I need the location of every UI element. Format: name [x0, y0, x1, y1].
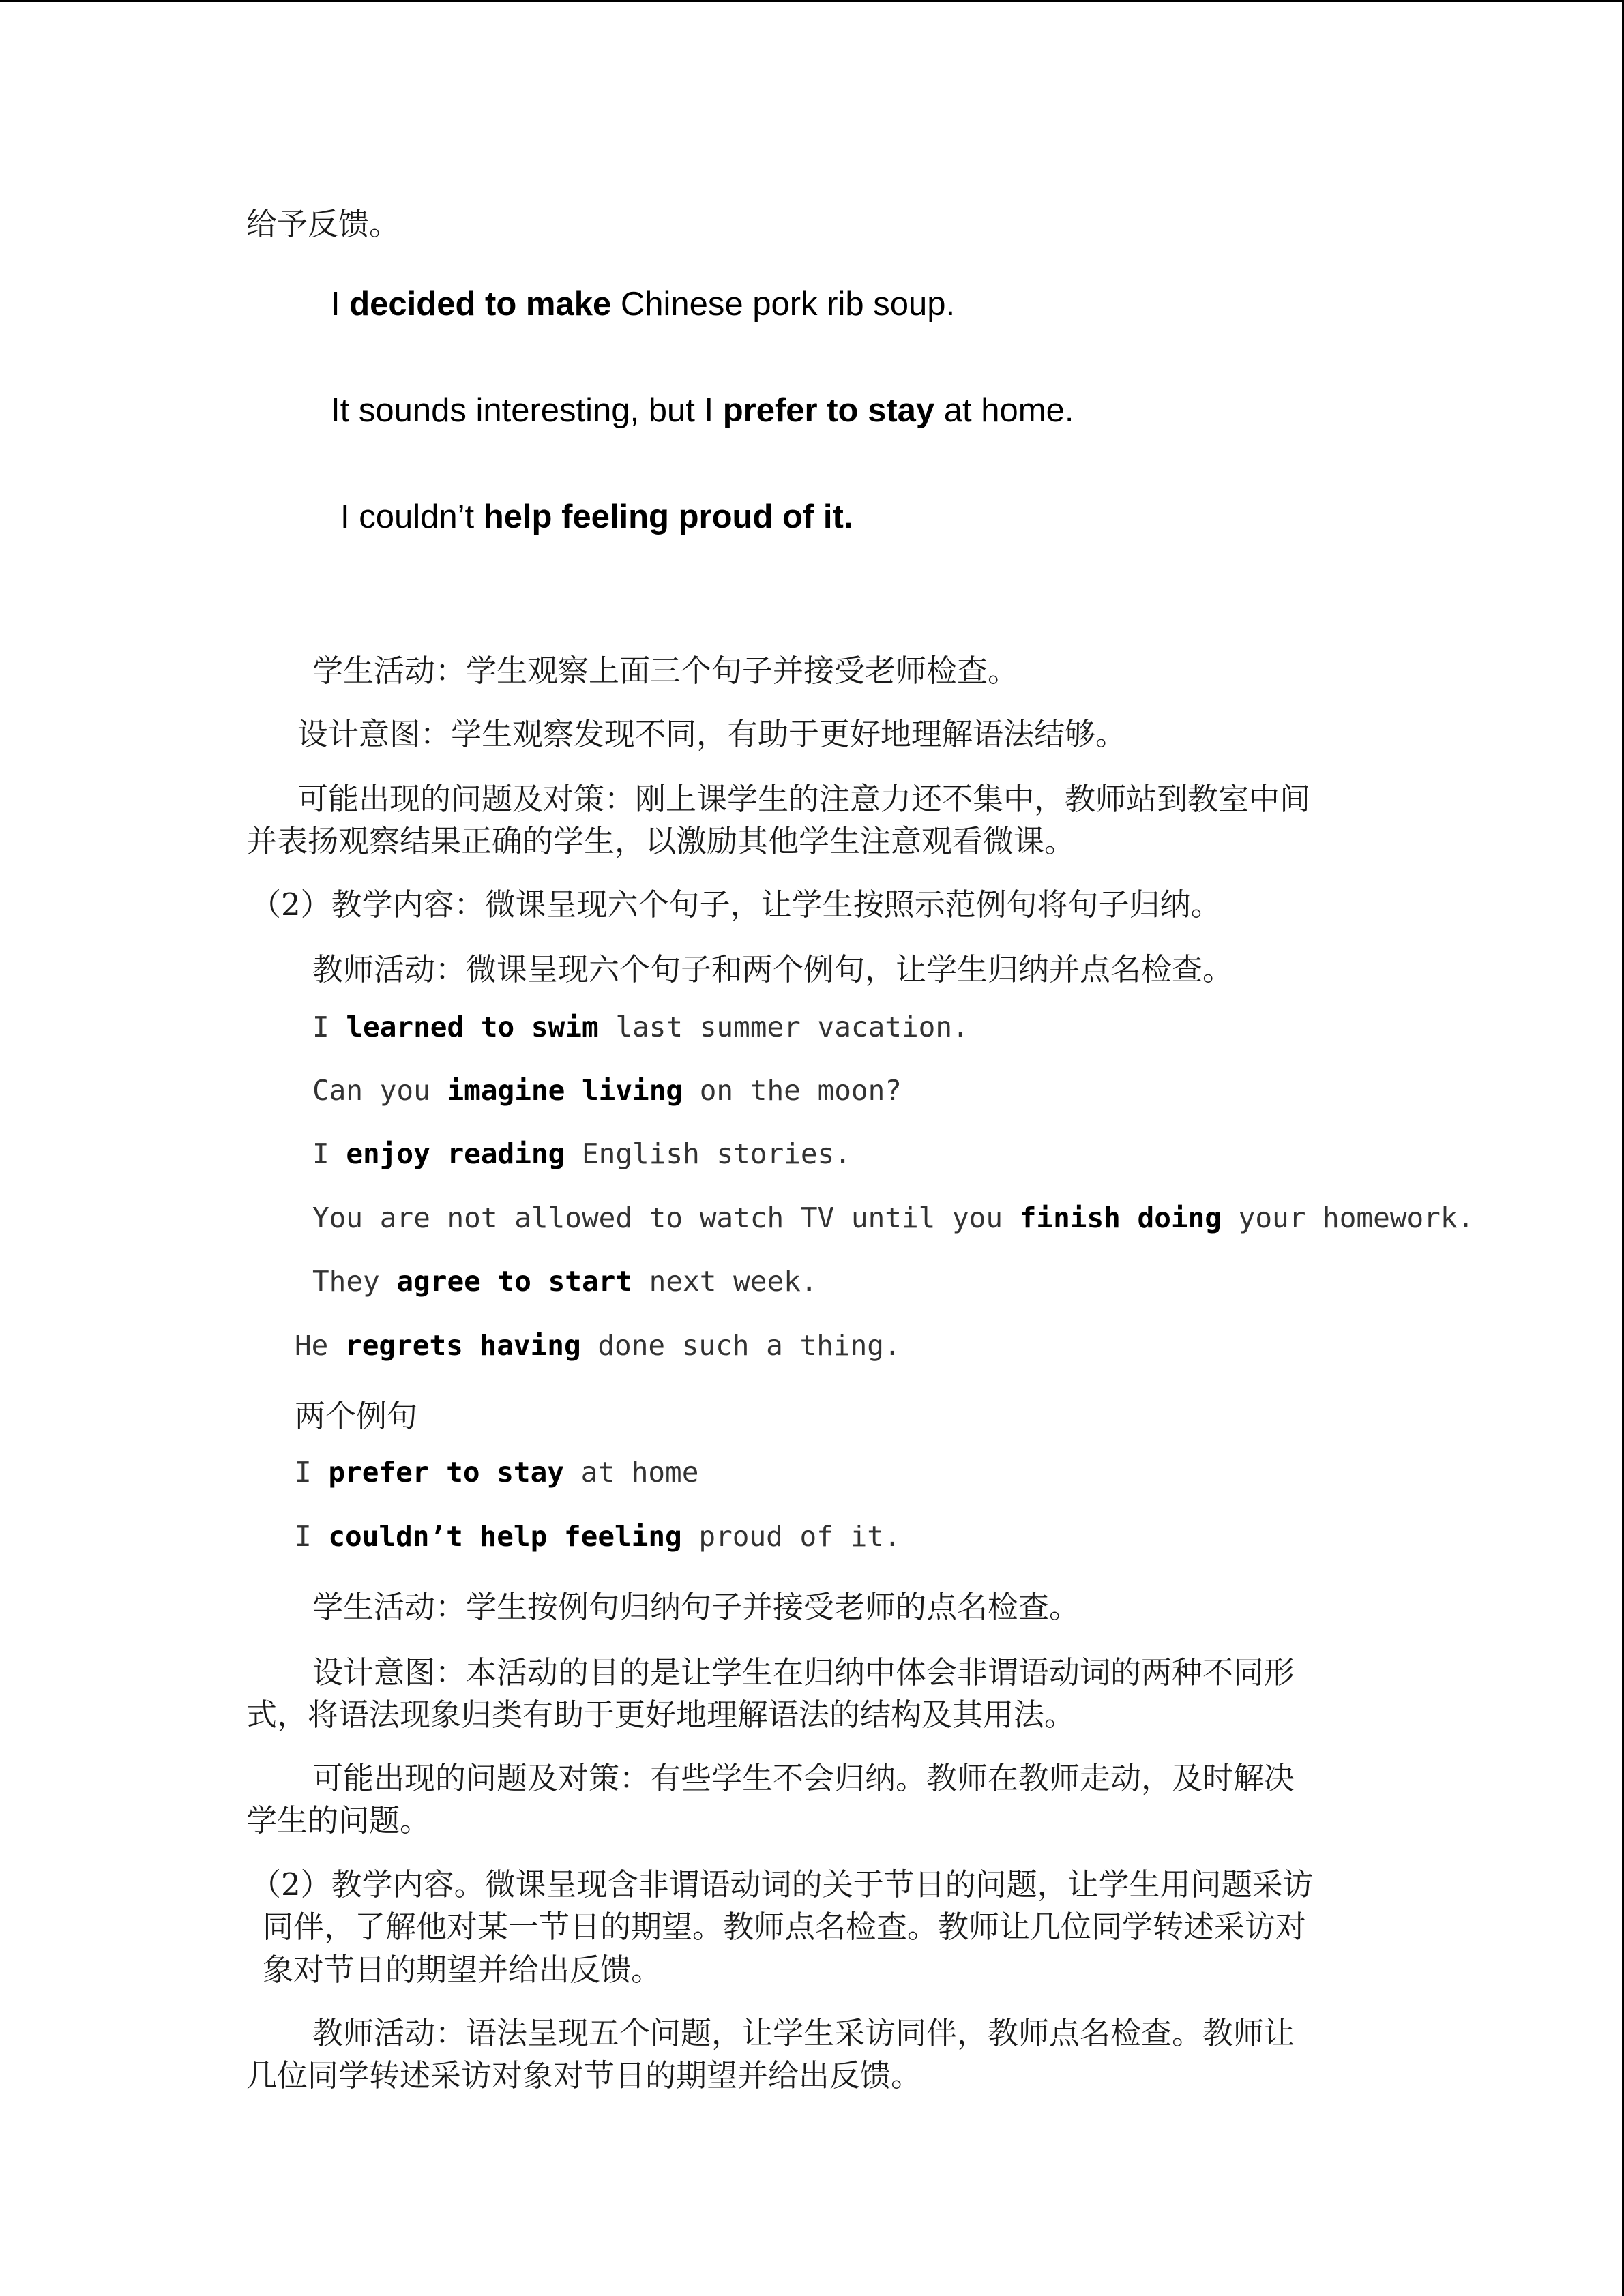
paragraph-line: 并表扬观察结果正确的学生，以激励其他学生注意观看微课。 — [246, 823, 1076, 859]
student-activity: 学生活动：学生观察上面三个句子并接受老师检查。 — [312, 653, 1019, 689]
example-sentence: They agree to start next week. — [312, 1265, 818, 1298]
model-sentence-2: I couldn’t help feeling proud of it. — [295, 1520, 901, 1553]
example-sentence: I learned to swim last summer vacation. — [312, 1011, 969, 1043]
problem-strategy: 可能出现的问题及对策：刚上课学生的注意力还不集中，教师站到教室中间 — [297, 781, 1311, 817]
teacher-activity: 教师活动：语法呈现五个问题，让学生采访同伴，教师点名检查。教师让 — [312, 2015, 1295, 2051]
example-sentence-2: It sounds interesting, but I prefer to stay at home. — [331, 392, 1074, 429]
design-intent: 设计意图：学生观察发现不同，有助于更好地理解语法结够。 — [297, 716, 1127, 752]
example-sentence-1: I decided to make Chinese pork rib soup. — [331, 286, 956, 323]
teacher-activity: 教师活动：微课呈现六个句子和两个例句，让学生归纳并点名检查。 — [312, 951, 1234, 987]
subheading: 两个例句 — [295, 1398, 418, 1434]
problem-strategy: 可能出现的问题及对策：有些学生不会归纳。教师在教师走动，及时解决 — [312, 1760, 1295, 1796]
paragraph-line: 几位同学转述采访对象对节日的期望并给出反馈。 — [246, 2057, 922, 2093]
design-intent: 设计意图：本活动的目的是让学生在归纳中体会非谓语动词的两种不同形 — [312, 1654, 1295, 1690]
paragraph-line: 给予反馈。 — [246, 206, 400, 242]
section-heading: （2）教学内容。微课呈现含非谓语动词的关于节日的问题，让学生用问题采访 — [250, 1866, 1314, 1903]
paragraph-line: 学生的问题。 — [246, 1802, 431, 1838]
example-sentence: Can you imagine living on the moon? — [312, 1074, 902, 1107]
student-activity: 学生活动：学生按例句归纳句子并接受老师的点名检查。 — [312, 1589, 1080, 1625]
example-sentence: I enjoy reading English stories. — [312, 1137, 851, 1170]
paragraph-line: 象对节日的期望并给出反馈。 — [263, 1952, 662, 1988]
model-sentence-1: I prefer to stay at home — [295, 1456, 699, 1489]
paragraph-line: 式，将语法现象归类有助于更好地理解语法的结构及其用法。 — [246, 1697, 1076, 1733]
section-heading: （2）教学内容：微课呈现六个句子，让学生按照示范例句将句子归纳。 — [250, 886, 1222, 923]
top-border — [0, 0, 1624, 2]
example-sentence: You are not allowed to watch TV until you finish doing your homework. — [312, 1202, 1475, 1234]
example-sentence: He regrets having done such a thing. — [295, 1329, 901, 1362]
example-sentence-3: I couldn’t help feeling proud of it. — [340, 498, 853, 535]
paragraph-line: 同伴，了解他对某一节日的期望。教师点名检查。教师让几位同学转述采访对 — [263, 1909, 1307, 1945]
